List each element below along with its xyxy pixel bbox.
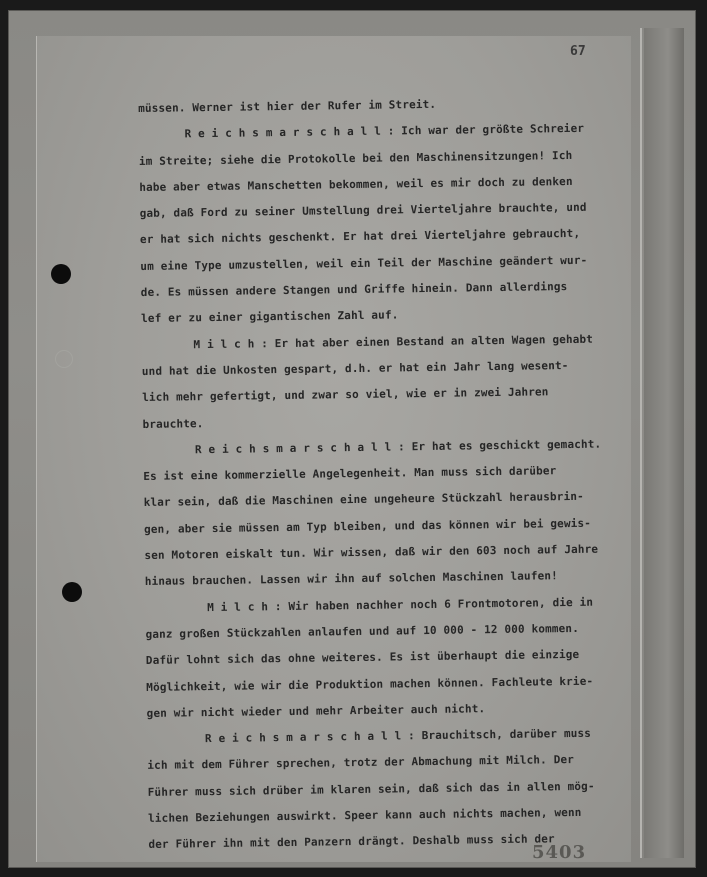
archive-stamp: 5403 — [532, 842, 587, 863]
punch-hole-top — [51, 264, 71, 284]
page-number: 67 — [570, 44, 586, 59]
text-line: gab, daß Ford zu seiner Umstellung drei Vierteljahre brauchte, und — [139, 200, 587, 221]
text-line: Führer muss sich drüber im klaren sein, daß sich das in allen mög- — [147, 779, 595, 799]
text-line: lef er zu einer gigantischen Zahl auf. — [141, 308, 399, 326]
text-line: habe aber etwas Manschetten bekommen, weil es mir doch zu denken — [139, 174, 573, 194]
punch-hole-shadow — [55, 350, 73, 368]
text-line: Möglichkeit, wie wir die Produktion machen können. Fachleute krie- — [146, 674, 594, 694]
text-line: und hat die Unkosten gespart, d.h. er hat ein Jahr lang wesent- — [141, 358, 569, 378]
text-line: um eine Type umzustellen, weil ein Teil der Maschine geändert wur- — [140, 253, 588, 273]
text-line: de. Es müssen andere Stangen und Griffe hinein. Dann allerdings — [140, 280, 568, 300]
typed-text — [138, 89, 649, 859]
text-line: R e i c h s m a r s c h a l l : Ich war der größte Schreier — [184, 122, 585, 141]
text-line: klar sein, daß die Maschinen eine ungeheure Stückzahl herausbrin- — [143, 490, 584, 510]
text-line: R e i c h s m a r s c h a l l : Er hat es geschickt gemacht. — [194, 437, 602, 457]
text-line: R e i c h s m a r s c h a l l : Brauchitsch, darüber muss — [204, 726, 592, 746]
text-line: M i l c h : Er hat aber einen Bestand an alten Wagen gehabt — [193, 332, 594, 351]
text-line: ganz großen Stückzahlen anlaufen und auf 10 000 - 12 000 kommen. — [145, 621, 580, 641]
text-line: der Führer ihn mit den Panzern drängt. Deshalb muss sich der — [148, 832, 555, 852]
text-line: hinaus brauchen. Lassen wir ihn auf solchen Maschinen laufen! — [144, 569, 558, 589]
text-line: er hat sich nichts geschenkt. Er hat drei Vierteljahre gebraucht, — [139, 227, 581, 247]
text-line: lich mehr gefertigt, und zwar so viel, wie er in zwei Jahren — [142, 385, 549, 405]
text-line: ich mit dem Führer sprechen, trotz der Abmachung mit Milch. Der — [147, 753, 575, 773]
text-line: Dafür lohnt sich das ohne weiteres. Es ist überhaupt die einzige — [145, 648, 580, 668]
text-line: lichen Beziehungen auswirkt. Speer kann auch nichts machen, wenn — [147, 805, 582, 825]
text-line: M i l c h : Wir haben nachher noch 6 Frontmotoren, die in — [207, 595, 594, 614]
punch-hole-bottom — [62, 582, 82, 602]
text-line: müssen. Werner ist hier der Rufer im Streit. — [138, 97, 437, 115]
text-line: im Streite; siehe die Protokolle bei den Maschinensitzungen! Ich — [138, 148, 573, 168]
text-line: brauchte. — [142, 416, 204, 431]
text-line: Es ist eine kommerzielle Angelegenheit. Man muss sich darüber — [143, 464, 557, 484]
sheet-edge — [644, 28, 684, 858]
text-line: gen wir nicht wieder und mehr Arbeiter auch nicht. — [146, 702, 486, 720]
text-line: sen Motoren eiskalt tun. Wir wissen, daß wir den 603 noch auf Jahre — [144, 542, 599, 563]
text-line: gen, aber sie müssen am Typ bleiben, und das können wir bei gewis- — [143, 516, 592, 536]
